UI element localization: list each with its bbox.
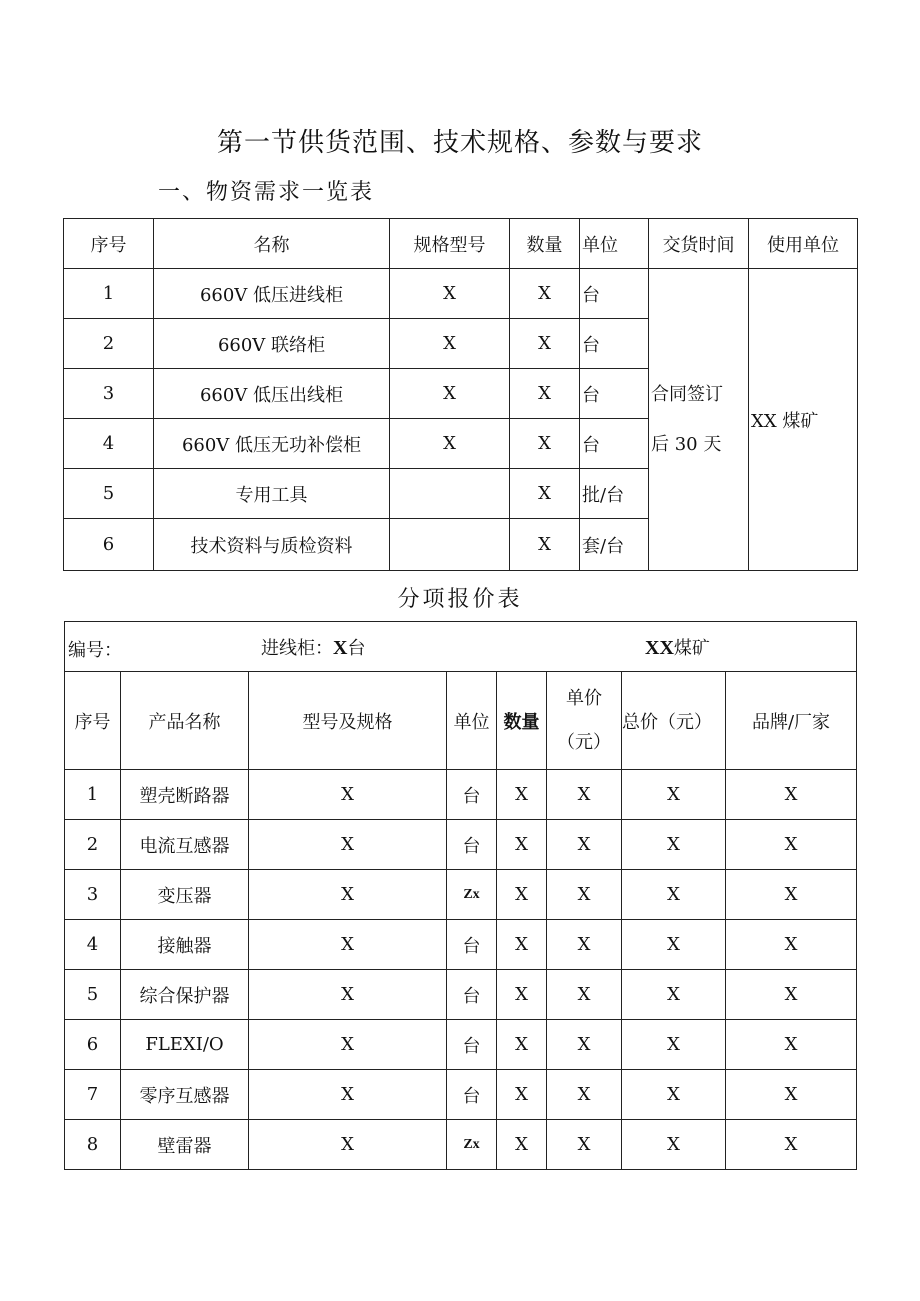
row-number: 5 — [64, 469, 154, 519]
row-number: 1 — [64, 269, 154, 319]
item-spec: X — [390, 369, 510, 419]
header-cell: 型号及规格 — [249, 672, 447, 770]
item-name: 660V 联络柜 — [154, 319, 390, 369]
quantity: X — [497, 1120, 547, 1170]
row-number: 4 — [64, 419, 154, 469]
product-name: FLEXI/O — [121, 1020, 249, 1070]
unit: 台 — [447, 1020, 497, 1070]
header-cell: 总价（元） — [622, 672, 726, 770]
product-name: 变压器 — [121, 870, 249, 920]
delivery-line-1: 合同签订 — [651, 383, 723, 405]
quote-info-cell — [65, 622, 857, 672]
brand: X — [726, 1020, 857, 1070]
total-price: X — [622, 970, 726, 1020]
model-spec: X — [249, 920, 447, 970]
item-name: 专用工具 — [154, 469, 390, 519]
header-cell: 序号 — [65, 672, 121, 770]
item-spec — [390, 519, 510, 571]
total-price: X — [622, 820, 726, 870]
section-subtitle: 一、物资需求一览表 — [158, 180, 375, 205]
unit: Zx — [447, 870, 497, 920]
row-number: 5 — [65, 970, 121, 1020]
code-label: 编号： — [68, 640, 122, 661]
item-spec: X — [390, 269, 510, 319]
row-number: 3 — [65, 870, 121, 920]
incoming-unit: 台 — [347, 638, 366, 659]
delivery-time — [649, 269, 749, 571]
model-spec: X — [249, 1020, 447, 1070]
total-price: X — [622, 1070, 726, 1120]
row-number: 6 — [65, 1020, 121, 1070]
item-qty: X — [510, 519, 580, 571]
quantity: X — [497, 820, 547, 870]
row-number: 7 — [65, 1070, 121, 1120]
item-name: 技术资料与质检资料 — [154, 519, 390, 571]
row-number: 3 — [64, 369, 154, 419]
unit-price: X — [547, 1120, 622, 1170]
item-unit: 套/台 — [580, 519, 649, 571]
total-price: X — [622, 920, 726, 970]
item-spec: X — [390, 419, 510, 469]
model-spec: X — [249, 970, 447, 1020]
row-number: 2 — [64, 319, 154, 369]
table-row — [65, 870, 857, 920]
header-cell: 数量 — [497, 672, 547, 770]
product-name: 零序互感器 — [121, 1070, 249, 1120]
row-number: 1 — [65, 770, 121, 820]
model-spec: X — [249, 1070, 447, 1120]
item-unit: 台 — [580, 269, 649, 319]
quote-table-body — [65, 770, 857, 1170]
unit-price: X — [547, 920, 622, 970]
quantity: X — [497, 770, 547, 820]
table-row — [65, 770, 857, 820]
delivery-line-2: 后 30 天 — [651, 433, 722, 455]
brand: X — [726, 820, 857, 870]
item-qty: X — [510, 269, 580, 319]
header-cell — [547, 672, 622, 770]
header-cell: 品牌/厂家 — [726, 672, 857, 770]
incoming-qty: X — [333, 637, 348, 659]
header-cell: 数量 — [510, 219, 580, 269]
quote-info-row — [65, 622, 857, 672]
item-name: 660V 低压无功补偿柜 — [154, 419, 390, 469]
model-spec: X — [249, 1120, 447, 1170]
header-cell: 规格型号 — [390, 219, 510, 269]
quote-header-row — [65, 672, 857, 770]
table-header-row — [64, 219, 858, 269]
unit-price: X — [547, 970, 622, 1020]
row-number: 6 — [64, 519, 154, 571]
row-number: 4 — [65, 920, 121, 970]
header-cell: 使用单位 — [749, 219, 858, 269]
item-unit: 台 — [580, 419, 649, 469]
quantity: X — [497, 970, 547, 1020]
header-cell: 序号 — [64, 219, 154, 269]
total-price: X — [622, 1120, 726, 1170]
header-cell: 单位 — [447, 672, 497, 770]
brand: X — [726, 970, 857, 1020]
quantity: X — [497, 1020, 547, 1070]
unit: 台 — [447, 970, 497, 1020]
mine-name-text: 煤矿 — [673, 638, 710, 659]
item-spec: X — [390, 319, 510, 369]
unit-price: X — [547, 870, 622, 920]
mine-name-bold: XX — [645, 637, 674, 659]
table-row — [65, 820, 857, 870]
model-spec: X — [249, 870, 447, 920]
price-header-line-2: （元） — [557, 731, 611, 753]
unit: 台 — [447, 820, 497, 870]
product-name: 综合保护器 — [121, 970, 249, 1020]
material-demand-table — [63, 218, 858, 571]
product-name: 电流互感器 — [121, 820, 249, 870]
page-title: 第一节供货范围、技术规格、参数与要求 — [216, 128, 703, 158]
brand: X — [726, 870, 857, 920]
header-cell: 交货时间 — [649, 219, 749, 269]
product-name: 接触器 — [121, 920, 249, 970]
unit: 台 — [447, 1070, 497, 1120]
item-qty: X — [510, 319, 580, 369]
quantity: X — [497, 920, 547, 970]
user-unit: XX 煤矿 — [749, 269, 858, 571]
table-row — [65, 1070, 857, 1120]
item-spec — [390, 469, 510, 519]
unit: 台 — [447, 770, 497, 820]
header-cell: 名称 — [154, 219, 390, 269]
table-row — [64, 269, 858, 319]
brand: X — [726, 1120, 857, 1170]
brand: X — [726, 1070, 857, 1120]
unit: Zx — [447, 1120, 497, 1170]
row-number: 8 — [65, 1120, 121, 1170]
header-cell: 产品名称 — [121, 672, 249, 770]
item-unit: 批/台 — [580, 469, 649, 519]
incoming-cabinet-info — [261, 634, 365, 660]
table-row — [65, 920, 857, 970]
item-unit: 台 — [580, 369, 649, 419]
item-unit: 台 — [580, 319, 649, 369]
product-name: 塑壳断路器 — [121, 770, 249, 820]
itemized-quote-table — [64, 621, 857, 1170]
quote-table-caption: 分项报价表 — [397, 587, 523, 612]
item-qty: X — [510, 369, 580, 419]
incoming-label: 进线柜： — [261, 638, 333, 659]
item-name: 660V 低压出线柜 — [154, 369, 390, 419]
item-qty: X — [510, 419, 580, 469]
row-number: 2 — [65, 820, 121, 870]
product-name: 壁雷器 — [121, 1120, 249, 1170]
quantity: X — [497, 1070, 547, 1120]
unit: 台 — [447, 920, 497, 970]
model-spec: X — [249, 820, 447, 870]
model-spec: X — [249, 770, 447, 820]
header-cell: 单位 — [580, 219, 649, 269]
price-header-line-1: 单价 — [566, 687, 602, 709]
brand: X — [726, 770, 857, 820]
mine-name — [645, 634, 710, 660]
table-row — [65, 1120, 857, 1170]
item-qty: X — [510, 469, 580, 519]
quantity: X — [497, 870, 547, 920]
table-row — [65, 1020, 857, 1070]
total-price: X — [622, 870, 726, 920]
unit-price: X — [547, 770, 622, 820]
total-price: X — [622, 1020, 726, 1070]
total-price: X — [622, 770, 726, 820]
unit-price: X — [547, 1020, 622, 1070]
unit-price: X — [547, 820, 622, 870]
item-name: 660V 低压进线柜 — [154, 269, 390, 319]
table-row — [65, 970, 857, 1020]
unit-price: X — [547, 1070, 622, 1120]
brand: X — [726, 920, 857, 970]
